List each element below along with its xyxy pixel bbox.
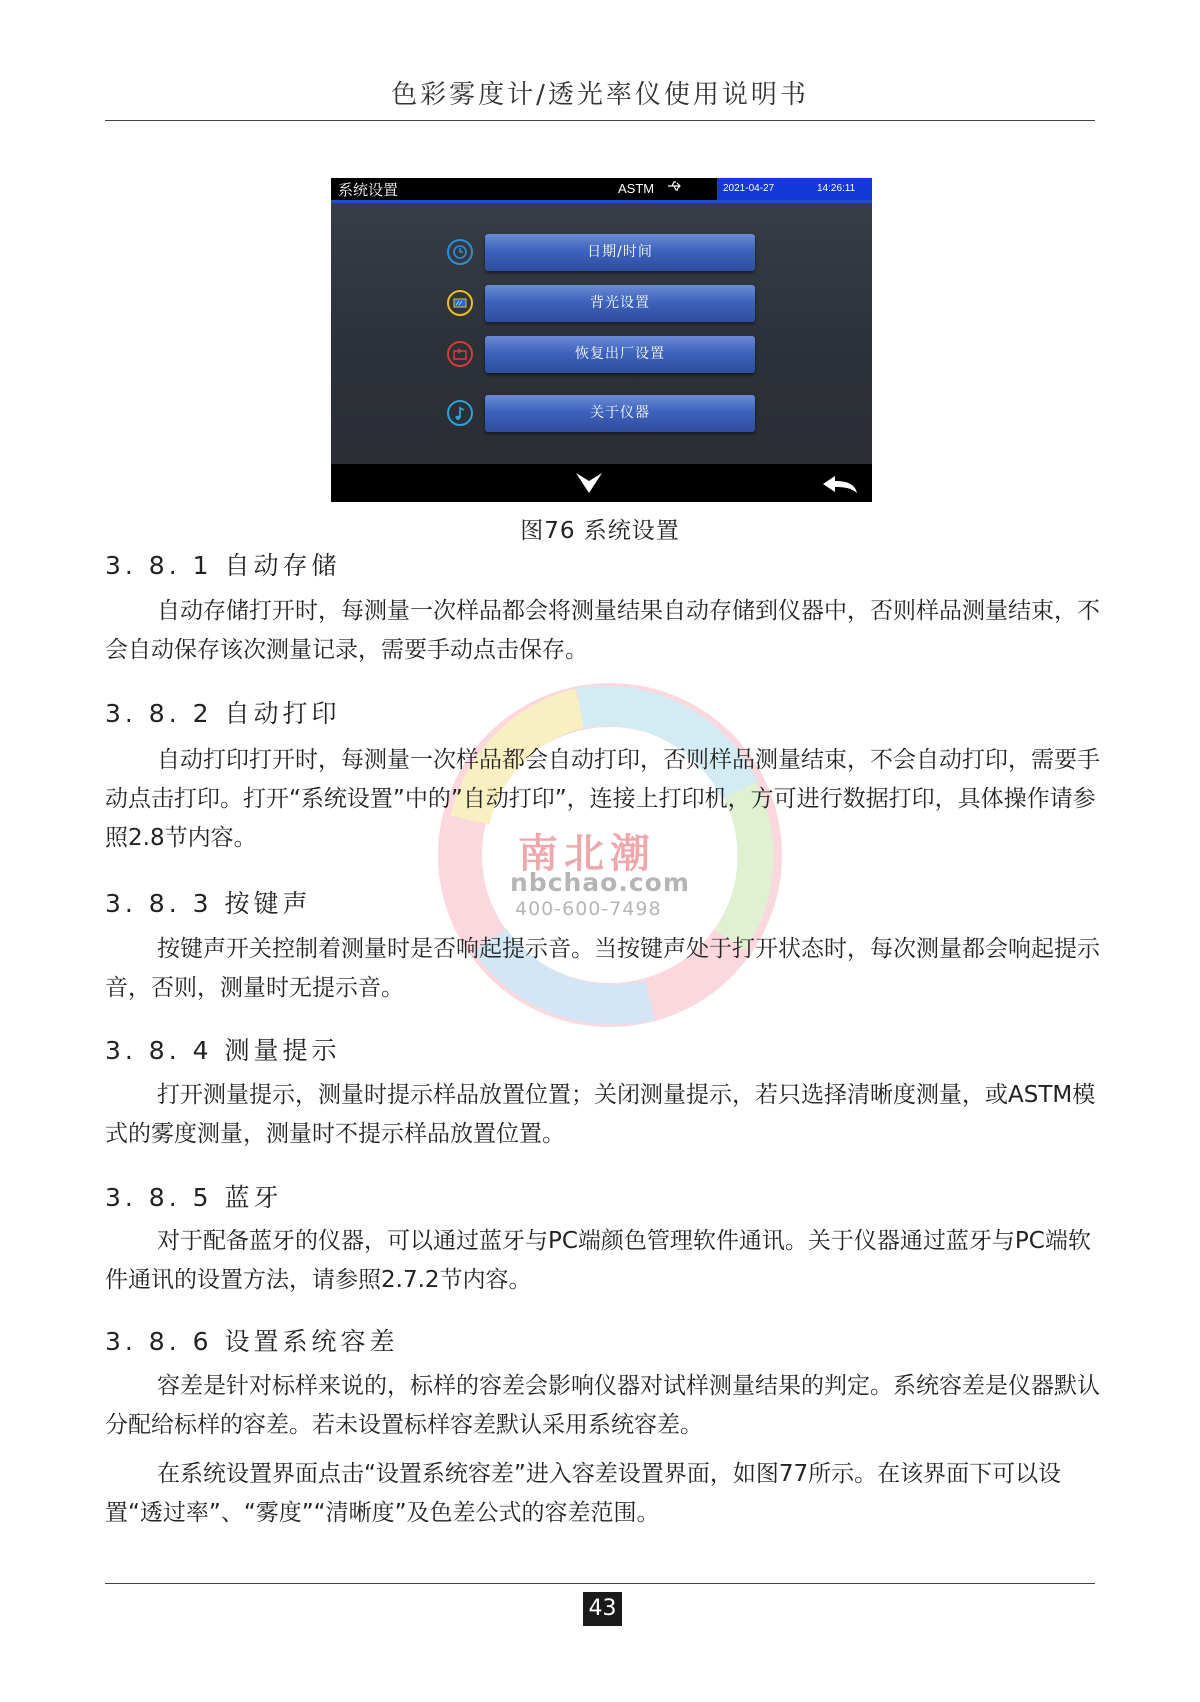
section-body-3-8-5: 对于配备蓝牙的仪器，可以通过蓝牙与PC端颜色管理软件通讯。关于仪器通过蓝牙与PC端软件通讯的设置方法，请参照2.7.2节内容。 [105,1228,1091,1293]
header-rule [105,120,1095,121]
device-mode-label: ASTM [618,181,655,196]
section-body-3-8-6: 容差是针对标样来说的，标样的容差会影响仪器对试样测量结果的判定。系统容差是仪器默认分配给标样的容差。若未设置标样容差默认采用系统容差。 [105,1373,1100,1438]
footer-rule [105,1583,1095,1584]
about-button[interactable]: 关于仪器 [485,395,755,432]
section-heading-3-8-2: 3. 8. 2 自动打印 [105,699,341,728]
page-down-icon[interactable] [574,471,604,499]
section-heading-3-8-6: 3. 8. 6 设置系统容差 [105,1327,399,1356]
backlight-icon [447,290,473,316]
section-heading-3-8-4: 3. 8. 4 测量提示 [105,1036,341,1065]
usb-icon [667,180,683,195]
device-footer-bar [331,464,872,502]
section-body-3-8-4: 打开测量提示，测量时提示样品放置位置；关闭测量提示，若只选择清晰度测量，或ASTM模式的雾度测量，测量时不提示样品放置位置。 [105,1082,1096,1147]
watermark-phone: 400-600-7498 [515,898,662,920]
section-body-3-8-2: 自动打印打开时，每测量一次样品都会自动打印，否则样品测量结束，不会自动打印，需要手动点击打印。打开“系统设置”中的”自动打印”，连接上打印机，方可进行数据打印，具体操作请参照2.8节内容。 [105,747,1100,851]
device-screenshot [331,178,872,502]
watermark-domain: nbchao.com [510,868,690,897]
figure-caption: 图76 系统设置 [520,518,680,544]
section-body-3-8-6-para2: 在系统设置界面点击“设置系统容差”进入容差设置界面，如图77所示。在该界面下可以设置“透过率”、“雾度”“清晰度”及色差公式的容差范围。 [105,1461,1062,1526]
menu-row-backlight [331,285,872,325]
device-status-bar [331,178,872,203]
section-body-3-8-3: 按键声开关控制着测量时是否响起提示音。当按键声处于打开状态时，每次测量都会响起提示音，否则，测量时无提示音。 [105,936,1100,1001]
datetime-button[interactable]: 日期/时间 [485,234,755,271]
menu-row-datetime [331,234,872,274]
clock-icon [447,239,473,265]
section-body-3-8-1: 自动存储打开时，每测量一次样品都会将测量结果自动存储到仪器中，否则样品测量结束，不会自动保存该次测量记录，需要手动点击保存。 [105,598,1100,663]
backlight-button[interactable]: 背光设置 [485,285,755,322]
device-time: 14:26:11 [817,183,856,194]
page-number: 43 [583,1592,622,1626]
menu-row-about [331,395,872,435]
device-screen-title: 系统设置 [338,182,399,199]
section-heading-3-8-1: 3. 8. 1 自动存储 [105,551,341,580]
factory-reset-icon [447,341,473,367]
factory-reset-button[interactable]: 恢复出厂设置 [485,336,755,373]
back-icon[interactable] [821,474,859,498]
device-clock [717,178,872,200]
device-date: 2021-04-27 [723,183,775,194]
about-icon [447,400,473,426]
section-heading-3-8-5: 3. 8. 5 蓝牙 [105,1183,283,1212]
section-heading-3-8-3: 3. 8. 3 按键声 [105,889,312,918]
menu-row-factory-reset [331,336,872,376]
watermark-name: 南北潮 [518,831,656,877]
document-title: 色彩雾度计/透光率仪使用说明书 [391,80,809,110]
